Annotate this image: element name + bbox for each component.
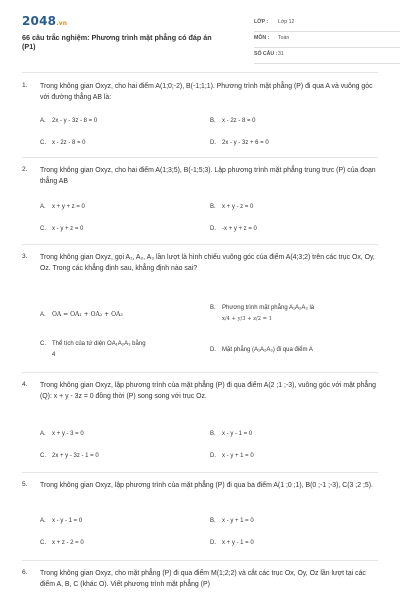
question-number: 6. bbox=[22, 569, 28, 576]
site-logo[interactable] bbox=[22, 14, 67, 28]
option-text: x + y - 3 = 0 bbox=[52, 431, 84, 437]
meta-value: 31 bbox=[278, 51, 284, 57]
question-text: Trong không gian Oxyz, gọi A₁, A₂, A₃ lần lượt là hình chiếu vuông góc của điểm A(4;3;2) trên các trục Ox, Oy, Oz. Trong các khẳng định sau, khẳng định nào sai? bbox=[40, 254, 375, 272]
option-letter: A. bbox=[40, 518, 46, 524]
option-letter: B. bbox=[210, 305, 216, 311]
option-letter: B. bbox=[210, 204, 216, 210]
option-text: x - y - 1 = 0 bbox=[52, 518, 83, 524]
question-number: 4. bbox=[22, 381, 28, 388]
option-letter: A. bbox=[40, 431, 46, 437]
meta-value: Lớp 12 bbox=[278, 19, 295, 25]
option-text: x - y + z = 0 bbox=[52, 226, 84, 232]
option-d[interactable] bbox=[210, 226, 257, 232]
option-text: x + y - 1 = 0 bbox=[222, 540, 254, 546]
option-text: x - 2z - 8 = 0 bbox=[52, 140, 86, 146]
option-text: x - 2z - 8 = 0 bbox=[222, 118, 256, 124]
option-letter: D. bbox=[210, 453, 216, 459]
divider bbox=[22, 560, 378, 561]
meta-label: LỚP : bbox=[254, 19, 269, 25]
header bbox=[22, 14, 382, 62]
meta-row-subject bbox=[254, 32, 400, 48]
option-letter: D. bbox=[210, 140, 216, 146]
option-text: x + y - z = 0 bbox=[222, 204, 254, 210]
document-meta bbox=[254, 16, 400, 64]
option-letter: A. bbox=[40, 118, 46, 124]
option-text: x - y + 1 = 0 bbox=[222, 518, 254, 524]
option-text: x + z - 2 = 0 bbox=[52, 540, 84, 546]
option-letter: C. bbox=[40, 540, 46, 546]
meta-label: MÔN : bbox=[254, 35, 270, 41]
question-text: Trong không gian Oxyz, cho hai điểm A(1;3;5), B(-1;5;3). Lập phương trình mặt phẳng trung trực (P) của đoạn thẳng AB bbox=[40, 167, 376, 185]
option-letter: A. bbox=[40, 312, 46, 318]
divider bbox=[22, 244, 378, 245]
logo-suffix: .vn bbox=[56, 20, 68, 27]
option-a[interactable] bbox=[40, 118, 97, 124]
meta-label: SỐ CÂU : bbox=[254, 51, 278, 57]
option-b[interactable] bbox=[210, 518, 254, 524]
option-text: Thể tích của tứ diện OA₁A₂A₃ bằng bbox=[52, 341, 146, 347]
option-a[interactable] bbox=[40, 518, 82, 524]
option-text: OA = OA₁ + OA₂ + OA₃ bbox=[52, 311, 123, 318]
question-text: Trong không gian Oxyz, lập phương trình của mặt phẳng (P) đi qua ba điểm A(1 ;0 ;1), B(0 ;-1 ;-3), C(3 ;2 ;5). bbox=[40, 482, 373, 489]
option-letter: B. bbox=[210, 518, 216, 524]
option-letter: C. bbox=[40, 341, 46, 347]
option-letter: B. bbox=[210, 118, 216, 124]
divider bbox=[22, 472, 378, 473]
question-number: 5. bbox=[22, 481, 28, 488]
meta-value: Toán bbox=[278, 35, 290, 41]
question-6 bbox=[22, 569, 378, 600]
option-letter: C. bbox=[40, 140, 46, 146]
option-b-formula: x/4 + y/3 + z/2 = 1 bbox=[222, 316, 272, 322]
question-2 bbox=[22, 166, 378, 246]
question-text: Trong không gian Oxyz, cho mặt phẳng (P) đi qua điểm M(1;2;2) và cắt các trục Ox, Oy, Oz lần lượt tại các điểm A, B, C (khác O). Viết phương trình mặt phẳng (P) bbox=[40, 570, 366, 588]
option-d[interactable] bbox=[210, 453, 254, 459]
option-text: x - y + 1 = 0 bbox=[222, 453, 254, 459]
option-c[interactable] bbox=[40, 540, 84, 546]
option-text: x - y - 1 = 0 bbox=[222, 431, 253, 437]
option-text: Mặt phẳng (A₁A₂A₃) đi qua điểm A bbox=[222, 347, 313, 353]
question-number: 3. bbox=[22, 253, 28, 260]
option-c[interactable] bbox=[40, 453, 99, 459]
option-a[interactable] bbox=[40, 311, 123, 318]
option-d[interactable] bbox=[210, 140, 269, 146]
option-c[interactable] bbox=[40, 341, 146, 347]
option-letter: C. bbox=[40, 453, 46, 459]
option-text: 2x - y - 3z - 8 = 0 bbox=[52, 118, 98, 124]
option-text: Phương trình mặt phẳng A₁A₂A₃ là bbox=[222, 305, 315, 311]
question-text: Trong không gian Oxyz, lập phương trình của mặt phẳng (P) đi qua điểm A(2 ;1 ;-3), vuông góc với mặt phẳng (Q): x + y - 3z = 0 đồng thời (P) song song với trục Oz. bbox=[40, 382, 376, 400]
option-letter: B. bbox=[210, 431, 216, 437]
divider bbox=[22, 372, 378, 373]
option-text: -x + y + z = 0 bbox=[222, 226, 257, 232]
option-letter: D. bbox=[210, 540, 216, 546]
option-letter: A. bbox=[40, 204, 46, 210]
option-a[interactable] bbox=[40, 431, 84, 437]
question-number: 2. bbox=[22, 166, 28, 173]
option-d[interactable] bbox=[210, 347, 313, 353]
meta-row-class bbox=[254, 16, 400, 32]
option-text: x + y + z = 0 bbox=[52, 204, 85, 210]
option-text: 2x + y - 3z - 1 = 0 bbox=[52, 453, 99, 459]
divider bbox=[22, 157, 378, 158]
option-c[interactable] bbox=[40, 140, 86, 146]
question-5 bbox=[22, 481, 378, 561]
option-b[interactable] bbox=[210, 431, 252, 437]
logo-text: 2048 bbox=[22, 14, 57, 28]
option-a[interactable] bbox=[40, 204, 85, 210]
question-4 bbox=[22, 381, 378, 471]
option-letter: D. bbox=[210, 226, 216, 232]
question-3 bbox=[22, 253, 378, 373]
option-text: 2x - y - 3z + 6 = 0 bbox=[222, 140, 269, 146]
question-text: Trong không gian Oxyz, cho hai điểm A(1;0;-2), B(-1;1;1). Phương trình mặt phẳng (P) đi qua A và vuông góc với đường thẳng AB là: bbox=[40, 83, 373, 101]
question-number: 1. bbox=[22, 82, 28, 89]
option-letter: D. bbox=[210, 347, 216, 353]
document-title: 66 câu trắc nghiệm: Phương trình mặt phẳng có đáp án (P1) bbox=[22, 33, 212, 51]
option-c[interactable] bbox=[40, 226, 83, 232]
question-1 bbox=[22, 82, 378, 162]
option-c-value: 4 bbox=[52, 352, 56, 358]
divider bbox=[22, 72, 378, 73]
option-b[interactable] bbox=[210, 118, 256, 124]
option-b[interactable] bbox=[210, 305, 314, 311]
meta-row-count bbox=[254, 48, 400, 64]
option-b[interactable] bbox=[210, 204, 253, 210]
option-letter: C. bbox=[40, 226, 46, 232]
option-d[interactable] bbox=[210, 540, 254, 546]
